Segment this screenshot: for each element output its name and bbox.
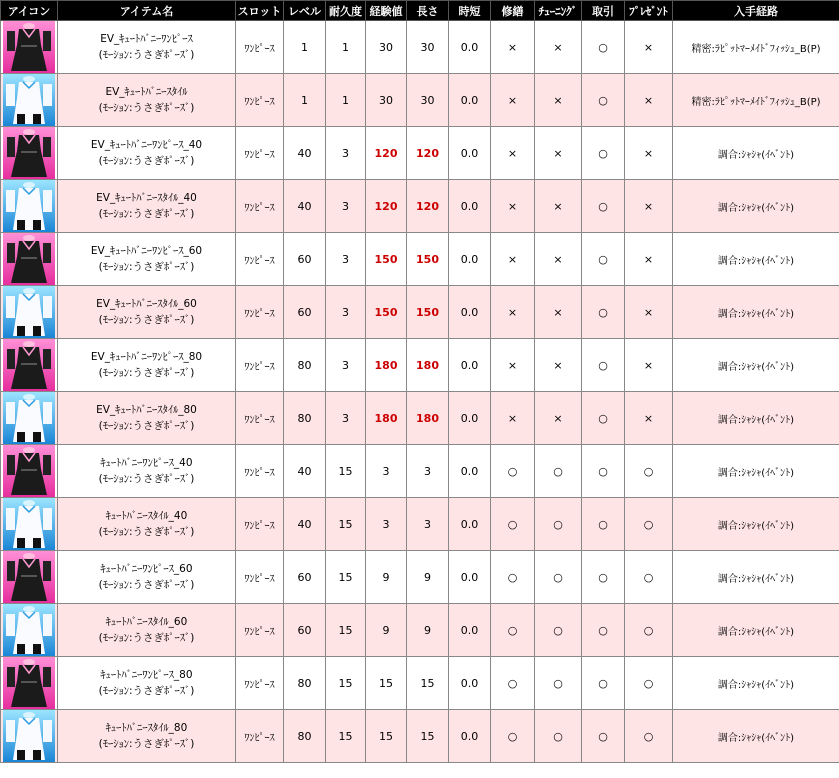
repair-cell: ○: [491, 498, 535, 551]
level-cell: 80: [284, 710, 326, 763]
level-cell: 1: [284, 74, 326, 127]
item-icon-cell: [1, 180, 58, 233]
length-value: 15: [420, 676, 435, 690]
slot-cell: ﾜﾝﾋﾟｰｽ: [236, 127, 284, 180]
timeshort-cell: 0.0: [449, 286, 491, 339]
item-motion: (ﾓｰｼｮﾝ:うさぎﾎﾟｰｽﾞ): [98, 685, 195, 697]
exp-cell: [366, 74, 407, 127]
repair-cell: ×: [491, 233, 535, 286]
level-cell: 60: [284, 604, 326, 657]
trade-cell: ○: [582, 392, 625, 445]
level-cell: 60: [284, 233, 326, 286]
trade-cell: ○: [582, 286, 625, 339]
outfit-icon: [3, 498, 55, 550]
level-cell: 60: [284, 286, 326, 339]
item-name-cell: [58, 233, 236, 286]
trade-cell: ○: [582, 233, 625, 286]
tuning-cell: ○: [535, 604, 582, 657]
item-motion: (ﾓｰｼｮﾝ:うさぎﾎﾟｰｽﾞ): [98, 526, 195, 538]
length-cell: [407, 233, 449, 286]
durability-cell: 3: [326, 286, 366, 339]
item-motion: (ﾓｰｼｮﾝ:うさぎﾎﾟｰｽﾞ): [98, 314, 195, 326]
item-icon-cell: [1, 286, 58, 339]
item-name: EV_ｷｭｰﾄﾊﾞﾆｰﾜﾝﾋﾟｰｽ_80: [90, 351, 203, 363]
level-cell: 40: [284, 445, 326, 498]
exp-cell: [366, 445, 407, 498]
tuning-cell: ×: [535, 286, 582, 339]
table-row: [1, 498, 839, 551]
slot-cell: ﾜﾝﾋﾟｰｽ: [236, 392, 284, 445]
item-name: EV_ｷｭｰﾄﾊﾞﾆｰﾜﾝﾋﾟｰｽ: [100, 33, 193, 45]
length-value: 120: [416, 146, 439, 160]
tuning-cell: ×: [535, 233, 582, 286]
item-icon-cell: [1, 339, 58, 392]
item-name: ｷｭｰﾄﾊﾞﾆｰﾜﾝﾋﾟｰｽ_80: [100, 669, 193, 681]
repair-cell: ○: [491, 551, 535, 604]
tuning-cell: ○: [535, 710, 582, 763]
item-name: ｷｭｰﾄﾊﾞﾆｰｽﾀｲﾙ_80: [105, 722, 188, 734]
item-name-cell: [58, 445, 236, 498]
exp-value: 9: [382, 623, 390, 637]
durability-cell: 1: [326, 21, 366, 74]
present-cell: ×: [625, 21, 673, 74]
item-name-cell: [58, 604, 236, 657]
item-name-cell: [58, 551, 236, 604]
durability-cell: 15: [326, 498, 366, 551]
item-name: ｷｭｰﾄﾊﾞﾆｰｽﾀｲﾙ_40: [105, 510, 188, 522]
item-icon-cell: [1, 604, 58, 657]
timeshort-cell: 0.0: [449, 339, 491, 392]
slot-cell: ﾜﾝﾋﾟｰｽ: [236, 710, 284, 763]
exp-cell: [366, 392, 407, 445]
length-value: 150: [416, 305, 439, 319]
item-icon-cell: [1, 498, 58, 551]
item-icon-cell: [1, 127, 58, 180]
item-motion: (ﾓｰｼｮﾝ:うさぎﾎﾟｰｽﾞ): [98, 420, 195, 432]
exp-value: 120: [374, 146, 398, 160]
slot-cell: ﾜﾝﾋﾟｰｽ: [236, 551, 284, 604]
timeshort-cell: 0.0: [449, 74, 491, 127]
length-value: 3: [424, 517, 431, 531]
item-name-cell: [58, 74, 236, 127]
item-icon-cell: [1, 657, 58, 710]
route-cell: 調合:ｼｬｼｬ(ｲﾍﾞﾝﾄ): [673, 657, 839, 710]
length-value: 30: [420, 40, 435, 54]
outfit-icon: [3, 286, 55, 338]
exp-cell: [366, 180, 407, 233]
item-name: ｷｭｰﾄﾊﾞﾆｰｽﾀｲﾙ_60: [105, 616, 188, 628]
route-cell: 調合:ｼｬｼｬ(ｲﾍﾞﾝﾄ): [673, 180, 839, 233]
present-cell: ×: [625, 74, 673, 127]
item-icon-cell: [1, 21, 58, 74]
route-cell: 調合:ｼｬｼｬ(ｲﾍﾞﾝﾄ): [673, 551, 839, 604]
tuning-cell: ×: [535, 21, 582, 74]
item-icon-cell: [1, 74, 58, 127]
header-length[interactable]: 長さ: [407, 1, 449, 21]
length-value: 15: [420, 729, 435, 743]
length-cell: [407, 392, 449, 445]
present-cell: ○: [625, 657, 673, 710]
length-value: 30: [420, 93, 435, 107]
item-name: EV_ｷｭｰﾄﾊﾞﾆｰｽﾀｲﾙ: [105, 86, 188, 98]
outfit-icon: [3, 127, 55, 179]
route-cell: 調合:ｼｬｼｬ(ｲﾍﾞﾝﾄ): [673, 127, 839, 180]
item-motion: (ﾓｰｼｮﾝ:うさぎﾎﾟｰｽﾞ): [98, 367, 195, 379]
tuning-cell: ○: [535, 445, 582, 498]
table-row: [1, 551, 839, 604]
tuning-cell: ○: [535, 657, 582, 710]
length-value: 9: [424, 623, 431, 637]
level-cell: 40: [284, 127, 326, 180]
tuning-cell: ×: [535, 339, 582, 392]
repair-cell: ○: [491, 604, 535, 657]
header-route[interactable]: 入手経路: [673, 1, 839, 21]
item-motion: (ﾓｰｼｮﾝ:うさぎﾎﾟｰｽﾞ): [98, 208, 195, 220]
present-cell: ×: [625, 286, 673, 339]
present-cell: ○: [625, 551, 673, 604]
level-cell: 80: [284, 339, 326, 392]
durability-cell: 15: [326, 445, 366, 498]
durability-cell: 15: [326, 710, 366, 763]
durability-cell: 1: [326, 74, 366, 127]
exp-cell: [366, 657, 407, 710]
present-cell: ○: [625, 498, 673, 551]
length-value: 120: [416, 199, 439, 213]
length-cell: [407, 445, 449, 498]
durability-cell: 3: [326, 392, 366, 445]
length-cell: [407, 498, 449, 551]
outfit-icon: [3, 551, 55, 603]
route-cell: 調合:ｼｬｼｬ(ｲﾍﾞﾝﾄ): [673, 710, 839, 763]
item-name-cell: [58, 180, 236, 233]
item-name-cell: [58, 21, 236, 74]
repair-cell: ×: [491, 180, 535, 233]
item-name-cell: [58, 339, 236, 392]
durability-cell: 15: [326, 657, 366, 710]
timeshort-cell: 0.0: [449, 21, 491, 74]
outfit-icon: [3, 180, 55, 232]
tuning-cell: ×: [535, 180, 582, 233]
exp-value: 3: [382, 517, 390, 531]
trade-cell: ○: [582, 498, 625, 551]
present-cell: ○: [625, 445, 673, 498]
table-row: [1, 710, 839, 763]
slot-cell: ﾜﾝﾋﾟｰｽ: [236, 445, 284, 498]
trade-cell: ○: [582, 339, 625, 392]
header-trade[interactable]: 取引: [582, 1, 625, 21]
repair-cell: ×: [491, 392, 535, 445]
route-cell: 調合:ｼｬｼｬ(ｲﾍﾞﾝﾄ): [673, 286, 839, 339]
repair-cell: ○: [491, 710, 535, 763]
slot-cell: ﾜﾝﾋﾟｰｽ: [236, 604, 284, 657]
exp-value: 15: [379, 676, 393, 690]
length-cell: [407, 21, 449, 74]
timeshort-cell: 0.0: [449, 498, 491, 551]
header-row: [1, 1, 839, 21]
item-name: EV_ｷｭｰﾄﾊﾞﾆｰﾜﾝﾋﾟｰｽ_60: [90, 245, 203, 257]
exp-value: 180: [374, 411, 398, 425]
outfit-icon: [3, 21, 55, 73]
table-body: [1, 21, 839, 763]
table-row: [1, 74, 839, 127]
tuning-cell: ×: [535, 74, 582, 127]
header-tuning[interactable]: ﾁｭｰﾆﾝｸﾞ: [535, 1, 582, 21]
present-cell: ×: [625, 127, 673, 180]
timeshort-cell: 0.0: [449, 445, 491, 498]
item-name: EV_ｷｭｰﾄﾊﾞﾆｰﾜﾝﾋﾟｰｽ_40: [90, 139, 203, 151]
length-cell: [407, 127, 449, 180]
trade-cell: ○: [582, 445, 625, 498]
repair-cell: ×: [491, 74, 535, 127]
trade-cell: ○: [582, 21, 625, 74]
outfit-icon: [3, 604, 55, 656]
length-cell: [407, 74, 449, 127]
repair-cell: ○: [491, 445, 535, 498]
item-name: ｷｭｰﾄﾊﾞﾆｰﾜﾝﾋﾟｰｽ_60: [100, 563, 193, 575]
level-cell: 80: [284, 392, 326, 445]
exp-value: 3: [382, 464, 390, 478]
exp-value: 9: [382, 570, 390, 584]
route-cell: 調合:ｼｬｼｬ(ｲﾍﾞﾝﾄ): [673, 604, 839, 657]
length-value: 150: [416, 252, 439, 266]
route-cell: 精密:ﾗﾋﾟｯﾄﾏｰﾒｲﾄﾞﾌｨｯｼｭ_B(P): [673, 21, 839, 74]
exp-cell: [366, 233, 407, 286]
item-name-cell: [58, 286, 236, 339]
item-name-cell: [58, 127, 236, 180]
length-cell: [407, 286, 449, 339]
trade-cell: ○: [582, 604, 625, 657]
item-motion: (ﾓｰｼｮﾝ:うさぎﾎﾟｰｽﾞ): [98, 102, 195, 114]
level-cell: 80: [284, 657, 326, 710]
item-name-cell: [58, 657, 236, 710]
durability-cell: 15: [326, 604, 366, 657]
repair-cell: ×: [491, 127, 535, 180]
outfit-icon: [3, 233, 55, 285]
item-name: EV_ｷｭｰﾄﾊﾞﾆｰｽﾀｲﾙ_40: [96, 192, 197, 204]
slot-cell: ﾜﾝﾋﾟｰｽ: [236, 233, 284, 286]
repair-cell: ×: [491, 339, 535, 392]
header-exp[interactable]: 経験値: [366, 1, 407, 21]
durability-cell: 3: [326, 180, 366, 233]
slot-cell: ﾜﾝﾋﾟｰｽ: [236, 21, 284, 74]
exp-value: 30: [379, 40, 393, 54]
timeshort-cell: 0.0: [449, 127, 491, 180]
slot-cell: ﾜﾝﾋﾟｰｽ: [236, 657, 284, 710]
timeshort-cell: 0.0: [449, 551, 491, 604]
repair-cell: ○: [491, 657, 535, 710]
item-motion: (ﾓｰｼｮﾝ:うさぎﾎﾟｰｽﾞ): [98, 738, 195, 750]
repair-cell: ×: [491, 21, 535, 74]
trade-cell: ○: [582, 74, 625, 127]
trade-cell: ○: [582, 710, 625, 763]
outfit-icon: [3, 392, 55, 444]
table-row: [1, 127, 839, 180]
tuning-cell: ○: [535, 551, 582, 604]
present-cell: ○: [625, 604, 673, 657]
header-level[interactable]: レベル: [284, 1, 326, 21]
route-cell: 調合:ｼｬｼｬ(ｲﾍﾞﾝﾄ): [673, 445, 839, 498]
item-icon-cell: [1, 445, 58, 498]
slot-cell: ﾜﾝﾋﾟｰｽ: [236, 286, 284, 339]
tuning-cell: ×: [535, 392, 582, 445]
header-icon[interactable]: アイコン: [1, 1, 58, 21]
exp-value: 30: [379, 93, 393, 107]
header-timeshort[interactable]: 時短: [449, 1, 491, 21]
route-cell: 調合:ｼｬｼｬ(ｲﾍﾞﾝﾄ): [673, 339, 839, 392]
timeshort-cell: 0.0: [449, 710, 491, 763]
item-icon-cell: [1, 551, 58, 604]
item-name-cell: [58, 498, 236, 551]
item-motion: (ﾓｰｼｮﾝ:うさぎﾎﾟｰｽﾞ): [98, 261, 195, 273]
durability-cell: 15: [326, 551, 366, 604]
item-name: ｷｭｰﾄﾊﾞﾆｰﾜﾝﾋﾟｰｽ_40: [100, 457, 193, 469]
length-cell: [407, 180, 449, 233]
repair-cell: ×: [491, 286, 535, 339]
item-icon-cell: [1, 710, 58, 763]
present-cell: ×: [625, 392, 673, 445]
level-cell: 40: [284, 498, 326, 551]
timeshort-cell: 0.0: [449, 392, 491, 445]
item-icon-cell: [1, 392, 58, 445]
exp-cell: [366, 551, 407, 604]
length-cell: [407, 551, 449, 604]
table-row: [1, 233, 839, 286]
length-cell: [407, 657, 449, 710]
item-motion: (ﾓｰｼｮﾝ:うさぎﾎﾟｰｽﾞ): [98, 49, 195, 61]
table-row: [1, 657, 839, 710]
trade-cell: ○: [582, 180, 625, 233]
table-row: [1, 392, 839, 445]
table-row: [1, 21, 839, 74]
length-value: 180: [416, 358, 439, 372]
trade-cell: ○: [582, 551, 625, 604]
slot-cell: ﾜﾝﾋﾟｰｽ: [236, 498, 284, 551]
exp-value: 120: [374, 199, 398, 213]
timeshort-cell: 0.0: [449, 604, 491, 657]
timeshort-cell: 0.0: [449, 657, 491, 710]
exp-cell: [366, 710, 407, 763]
length-cell: [407, 710, 449, 763]
header-present[interactable]: ﾌﾟﾚｾﾞﾝﾄ: [625, 1, 673, 21]
exp-cell: [366, 498, 407, 551]
route-cell: 調合:ｼｬｼｬ(ｲﾍﾞﾝﾄ): [673, 233, 839, 286]
durability-cell: 3: [326, 127, 366, 180]
trade-cell: ○: [582, 127, 625, 180]
item-motion: (ﾓｰｼｮﾝ:うさぎﾎﾟｰｽﾞ): [98, 632, 195, 644]
tuning-cell: ○: [535, 498, 582, 551]
table-row: [1, 445, 839, 498]
tuning-cell: ×: [535, 127, 582, 180]
slot-cell: ﾜﾝﾋﾟｰｽ: [236, 74, 284, 127]
item-name-cell: [58, 710, 236, 763]
item-name-cell: [58, 392, 236, 445]
slot-cell: ﾜﾝﾋﾟｰｽ: [236, 339, 284, 392]
length-value: 3: [424, 464, 431, 478]
level-cell: 40: [284, 180, 326, 233]
exp-cell: [366, 127, 407, 180]
header-repair[interactable]: 修繕: [491, 1, 535, 21]
slot-cell: ﾜﾝﾋﾟｰｽ: [236, 180, 284, 233]
header-slot[interactable]: スロット: [236, 1, 284, 21]
length-value: 9: [424, 570, 431, 584]
level-cell: 60: [284, 551, 326, 604]
exp-value: 150: [374, 252, 398, 266]
route-cell: 調合:ｼｬｼｬ(ｲﾍﾞﾝﾄ): [673, 498, 839, 551]
timeshort-cell: 0.0: [449, 233, 491, 286]
header-item-name[interactable]: アイテム名: [58, 1, 236, 21]
outfit-icon: [3, 74, 55, 126]
exp-value: 150: [374, 305, 398, 319]
route-cell: 調合:ｼｬｼｬ(ｲﾍﾞﾝﾄ): [673, 392, 839, 445]
durability-cell: 3: [326, 339, 366, 392]
durability-cell: 3: [326, 233, 366, 286]
item-motion: (ﾓｰｼｮﾝ:うさぎﾎﾟｰｽﾞ): [98, 473, 195, 485]
outfit-icon: [3, 445, 55, 497]
outfit-icon: [3, 657, 55, 709]
length-value: 180: [416, 411, 439, 425]
length-cell: [407, 604, 449, 657]
item-name: EV_ｷｭｰﾄﾊﾞﾆｰｽﾀｲﾙ_60: [96, 298, 197, 310]
route-cell: 精密:ﾗﾋﾟｯﾄﾏｰﾒｲﾄﾞﾌｨｯｼｭ_B(P): [673, 74, 839, 127]
exp-cell: [366, 604, 407, 657]
table-row: [1, 286, 839, 339]
exp-value: 180: [374, 358, 398, 372]
item-name: EV_ｷｭｰﾄﾊﾞﾆｰｽﾀｲﾙ_80: [96, 404, 197, 416]
present-cell: ×: [625, 339, 673, 392]
table-row: [1, 604, 839, 657]
trade-cell: ○: [582, 657, 625, 710]
exp-value: 15: [379, 729, 393, 743]
exp-cell: [366, 286, 407, 339]
exp-cell: [366, 339, 407, 392]
exp-cell: [366, 21, 407, 74]
present-cell: ×: [625, 180, 673, 233]
present-cell: ×: [625, 233, 673, 286]
item-motion: (ﾓｰｼｮﾝ:うさぎﾎﾟｰｽﾞ): [98, 155, 195, 167]
present-cell: ○: [625, 710, 673, 763]
outfit-icon: [3, 339, 55, 391]
item-icon-cell: [1, 233, 58, 286]
header-durability[interactable]: 耐久度: [326, 1, 366, 21]
table-row: [1, 180, 839, 233]
item-motion: (ﾓｰｼｮﾝ:うさぎﾎﾟｰｽﾞ): [98, 579, 195, 591]
outfit-icon: [3, 710, 55, 762]
level-cell: 1: [284, 21, 326, 74]
table-row: [1, 339, 839, 392]
length-cell: [407, 339, 449, 392]
timeshort-cell: 0.0: [449, 180, 491, 233]
